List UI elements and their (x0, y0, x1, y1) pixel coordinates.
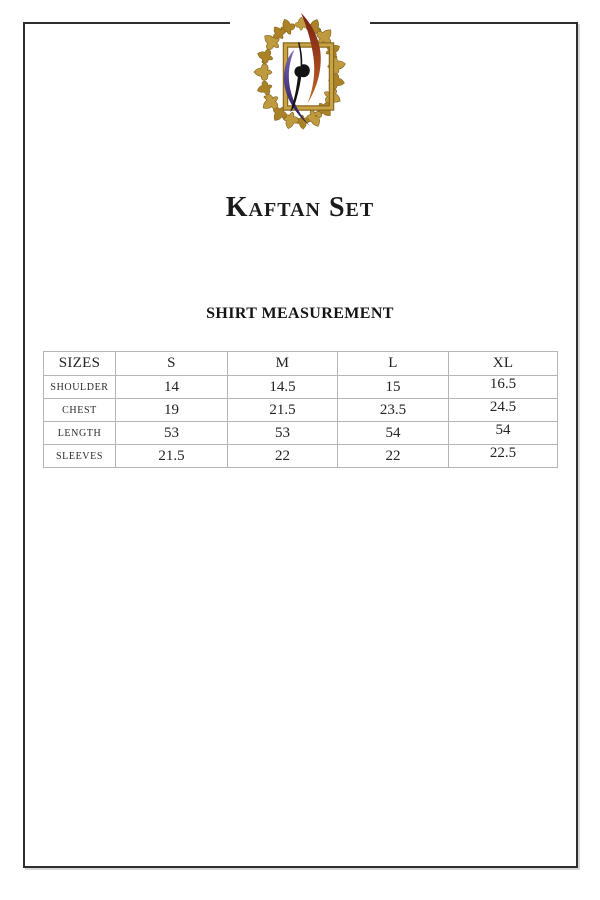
brand-logo (244, 12, 356, 130)
row-label-sleeves: SLEEVES (44, 445, 116, 468)
table-header-row (44, 352, 558, 376)
cell-sleeves-s: 21.5 (116, 445, 228, 468)
size-chart-table (43, 351, 558, 468)
table-row-sleeves (44, 445, 558, 468)
page-title: Kaftan Set (225, 192, 375, 223)
row-label-length: LENGTH (44, 422, 116, 445)
section-title: SHIRT MEASUREMENT (206, 305, 394, 322)
cell-sleeves-l: 22 (338, 445, 449, 468)
column-header-m: M (228, 352, 338, 376)
table-row-shoulder (44, 376, 558, 399)
frame-left-line (23, 22, 25, 868)
cell-length-m: 53 (228, 422, 338, 445)
table-row-length (44, 422, 558, 445)
cell-shoulder-l: 15 (338, 376, 449, 399)
cell-length-l: 54 (338, 422, 449, 445)
frame-top-right-line (370, 22, 578, 24)
cell-length-s: 53 (116, 422, 228, 445)
frame-top-left-line (23, 22, 230, 24)
column-header-l: L (338, 352, 449, 376)
column-header-s: S (116, 352, 228, 376)
row-label-chest: CHEST (44, 399, 116, 422)
row-label-shoulder: SHOULDER (44, 376, 116, 399)
cell-chest-m: 21.5 (228, 399, 338, 422)
cell-sleeves-xl: 22.5 (449, 445, 558, 468)
cell-length-xl: 54 (449, 422, 558, 445)
column-header-xl: XL (449, 352, 558, 376)
table-row-chest (44, 399, 558, 422)
cell-shoulder-s: 14 (116, 376, 228, 399)
cell-chest-s: 19 (116, 399, 228, 422)
cell-shoulder-xl: 16.5 (449, 376, 558, 399)
frame-right-line (576, 22, 578, 868)
cell-shoulder-m: 14.5 (228, 376, 338, 399)
ornamental-calligraphy-wreath-icon (244, 12, 356, 130)
column-header-sizes: SIZES (44, 352, 116, 376)
cell-chest-xl: 24.5 (449, 399, 558, 422)
cell-sleeves-m: 22 (228, 445, 338, 468)
cell-chest-l: 23.5 (338, 399, 449, 422)
frame-bottom-line (23, 866, 578, 868)
